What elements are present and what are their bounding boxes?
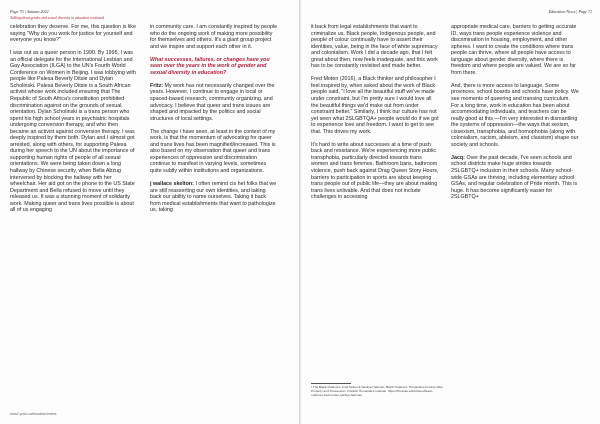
interview-question: What successes, failures, or changes have you seen over the years in the work of gender and sexual diversity in education?: [150, 56, 270, 76]
right-page-column-2: [451, 24, 579, 207]
left-page: [0, 0, 299, 424]
paragraph: appropriate medical care, barriers to getting accurate ID, ways trans people experience violence and discrimination in housing, employment, and other spheres. I want to create the conditions where trans people can thrive, where all people have access to language about gender diversity, where there is freedom and where people are valued. We are so far from there.: [451, 24, 577, 76]
footer-url: www2.yorku.ca/education/enews: [10, 412, 57, 416]
right-page: [301, 0, 600, 424]
speaker-answer: Over the past decade, I've seen schools and school districts make huge strides towards 2SLGBTQ+ inclusion in their schools. Many school-wide GSAs are thriving, including elementary school GSAs, and regular celebration of Pride month. This is huge. It has become significantly easier for 2SLGBTQ+: [451, 154, 578, 201]
paragraph: it back from legal establishments that want to criminalize us. Black people, Indigenous people, and people of colour continually have to assert their identities, value, being in the face of white supremacy and colonialism. Work I did a decade ago, that I felt great about then, now feels inadequate, and this work has to be constantly revisited and made better.: [311, 24, 438, 70]
paragraph: [150, 83, 278, 122]
right-page-column-1: [311, 24, 439, 207]
speaker-name-jacq: Jacq:: [451, 154, 465, 161]
paragraph: I was out as a queer person in 1990. By 1995, I was an official delegate for the International Lesbian and Gay Association (ILGA) to the UN's Fourth World Conference on Women in Beijing. I was lobbying with people like Palesa Beverly Ditsie and Dylan Scholinski. Palesa Beverly Ditsie is a South African activist whose work included ensuring that The Republic of South Africa's constitution prohibited discrimination against on the grounds of sexual orientation. Dylan Scholinski is a trans person who spent his high school years in psychiatric hospitals undergoing conversion therapy, and who then became an activist against conversion therapy. I was deeply inspired by them both. Dylan and I almost got arrested, along with others, for supporting Palesa during her speech to the UN about the importance of supporting human rights of people of all sexual orientations. We were being taken down a long hallway by Chinese security, when Bella Abzug intervened by blocking the hallway with her wheelchair. Her aid got on the phone to the US State Department and Bella refused to move until they released us. It was a stunning moment of solidarity work. Making queer and trans lives possible is about all of us engaging: [10, 50, 136, 214]
left-page-column-2: [150, 24, 278, 220]
paragraph: The change I have seen, at least in the context of my work, is that the momentum of advocating for queer and trans lives has been magnified/increased. This is also based on my observation that queer and trans experiences of oppression and discrimination continue to manifest in varying levels, sometimes quite subtly within institutions and organizations.: [150, 128, 276, 175]
footnote: ¹ The Black Outdoors: Fred Moten & Saidiya Hartman. Black Outdoors: Humanities Futures After Property and Possession. Franklin Humanities Institute. https://fhi.duke.edu/videos/black-outdoors-fred-moten-saidiya-hartman: [311, 385, 443, 397]
speaker-answer: I often remind cis het folks that we are still reasserting our own identities, and taking back our ability to name ourselves. Taking it back from medical establishments that want to pathologize us, taking: [150, 181, 277, 214]
paragraph: It's hard to write about successes at a time of push back and resistance. We're experiencing more public transphobia, particularly directed towards trans women and trans femmes. Bathroom bans, bathroom violence, push back against Drag Queen Story Hours, barriers to participation in sports are about keeping trans people out of public life—they are about making trans lives unlivable. And that does not include challenges in accessing: [311, 141, 439, 201]
footnote-rule: [311, 383, 351, 384]
paragraph: [451, 155, 579, 201]
left-page-column-1: [10, 24, 138, 220]
paragraph: [150, 181, 278, 214]
page-header-right: Education News | Page 71: [548, 9, 592, 14]
paragraph: celebration they deserve. For me, this question is like saying "Why do you work for justice for yourself and everyone you know?": [10, 24, 136, 44]
running-subheader: Talking about gender and sexual diversity in education continued: [10, 16, 105, 20]
paragraph: And, there is more access to language. Some provinces, school boards and schools have policy. We see moments of queering and transing curriculum. For a long time, work in education has been about accommodating individuals, and teachers can be really good at this —I'm very interested in dismantling the systems of oppression—the ways that sexism, cissexism, transphobia, and homophobia (along with colonialism, racism, ableism, and classism) shape our society and schools.: [451, 82, 579, 148]
speaker-answer: My work has not necessarily changed over the years. However, I continue to engage in local or spaced-based research, community organizing, and advocacy. I believe that queer and trans issues are shaped and impacted by the politics and social structures of local settings.: [150, 82, 275, 122]
paragraph: Fred Moten (2016), a Black thinker and philosopher I feel inspired by, when asked about the work of Black people said, "I love all the beautiful stuff we've made under constraint, but I'm pretty sure I would love all the beautiful things we'd make out from under constraint better." Similarly, I think our culture has not yet seen what 2SLGBTQA+ people would do if we got to experience love and freedom. I want to get to see that. This drives my work.: [311, 76, 439, 135]
page-header-left: Page 70 | Autumn 2022: [10, 9, 49, 14]
paragraph: in community care. I am constantly inspired by people who do the ongoing work of making more possibility for themselves and others. It's a giant group project and we inspire and support each other in it.: [150, 24, 278, 50]
speaker-name-j-wallace: j wallace skelton:: [150, 181, 194, 188]
speaker-name-fritz: Fritz:: [150, 82, 164, 89]
